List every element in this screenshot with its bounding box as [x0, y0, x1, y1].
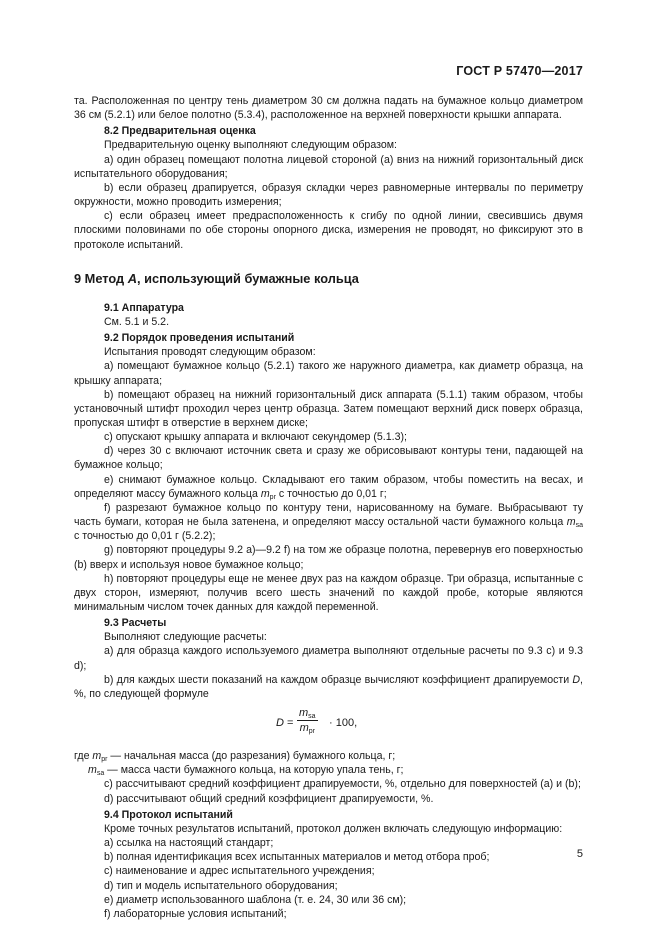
formula-where-line: [74, 763, 583, 777]
symbol-subscript: pr: [269, 493, 276, 501]
where-prefix: где: [74, 750, 93, 763]
section-9-2-title: 9.2 Порядок проведения испытаний: [104, 332, 295, 345]
section-8-2-intro: Предварительную оценку выполняют следующим образом:: [104, 139, 397, 152]
list-item-text: e) снимают бумажное кольцо. Складывают его таким образом, чтобы поместить на весах, и определяют массу бумажного кольца: [74, 473, 583, 500]
formula-equals: =: [283, 717, 294, 730]
list-item: [74, 501, 583, 543]
drape-coefficient-formula: [74, 703, 583, 747]
list-item: c) наименование и адрес испытательного учреждения;: [104, 865, 375, 878]
list-item: а) один образец помещают полотна лицевой стороной (а) вниз на нижний горизонтальный диск испытательного оборудования;: [74, 153, 583, 180]
symbol-subscript: sa: [575, 522, 583, 530]
standard-header: ГОСТ Р 57470—2017: [456, 64, 583, 78]
section-9-title-prefix: 9 Метод: [74, 270, 128, 286]
section-9-4-title: 9.4 Протокол испытаний: [104, 808, 233, 821]
symbol-m: m: [566, 516, 576, 529]
list-item: d) тип и модель испытательного оборудования;: [104, 879, 338, 892]
list-item: c) опускают крышку аппарата и включают секундомер (5.1.3);: [104, 431, 407, 444]
symbol-d: D: [572, 673, 581, 686]
symbol-m: m: [88, 764, 97, 777]
list-item: h) повторяют процедуры еще не менее двух раз на каждом образце. Три образца, испытанные с двух сторон, измеряют, получив всего шесть значений по каждой пробе, которые являются минимальным числом точек данных для каждой переменной.: [74, 572, 583, 613]
symbol-m: m: [92, 750, 102, 763]
list-item: f) лабораторные условия испытаний;: [104, 907, 287, 920]
list-item: b) если образец драпируется, образуя складки через равномерные интервалы по периметру окружности, можно проводить измерения;: [74, 181, 583, 209]
list-item: [74, 473, 583, 501]
section-9-1-title: 9.1 Аппаратура: [104, 301, 184, 314]
list-item: [74, 673, 583, 701]
section-9-1-text: См. 5.1 и 5.2.: [104, 315, 170, 328]
section-8-2-title: 8.2 Предварительная оценка: [104, 125, 256, 138]
list-item: а) помещают бумажное кольцо (5.2.1) такого же наружного диаметра, как диаметр образца, на крышку аппарата;: [74, 360, 583, 387]
section-9-title-rest: , использующий бумажные кольца: [136, 270, 359, 286]
symbol-subscript: sa: [96, 770, 105, 778]
list-item: e) диаметр использованного шаблона (т. е. 24, 30 или 36 см);: [104, 893, 407, 906]
list-item: g) повторяют процедуры 9.2 а)—9.2 f) на том же образце полотна, перевернув его поверхностью (b) вверх и используя новое бумажное кольцо;: [74, 544, 583, 571]
symbol-m: m: [299, 707, 309, 720]
symbol-m: m: [299, 722, 309, 735]
section-9-title-method-letter: А: [127, 270, 137, 286]
list-item: d) через 30 с включают источник света и сразу же обрисовывают контуры тени, падающей на бумажное кольцо;: [74, 445, 583, 472]
symbol-subscript: sa: [308, 713, 316, 721]
section-9-title: [74, 271, 583, 287]
section-9-2-intro: Испытания проводят следующим образом:: [104, 346, 316, 359]
section-9-4-intro: Кроме точных результатов испытаний, протокол должен включать следующую информацию:: [104, 822, 563, 835]
list-item-text: f) разрезают бумажное кольцо по контуру тени, нарисованному на бумаге. Выбрасывают ту часть бумаги, которая не была затенена, и определяют массу остальной части бумажного кольца: [74, 501, 583, 529]
formula-numerator: [297, 706, 318, 721]
symbol-subscript: pr: [308, 728, 315, 736]
symbol-subscript: pr: [101, 756, 108, 764]
page-number: 5: [576, 848, 583, 860]
list-item-text: с точностью до 0,01 г (5.2.2);: [74, 530, 216, 543]
list-item-text: с точностью до 0,01 г;: [275, 487, 387, 500]
list-item: b) помещают образец на нижний горизонтальный диск аппарата (5.1.1) таким образом, чтобы установочный штифт проходил через центр образца. Затем помещают верхний диск поверх образца, пропуская штифт в отверстие в верхнем диске;: [74, 388, 583, 429]
list-item: d) рассчитывают общий средний коэффициент драпируемости, %.: [104, 792, 434, 805]
paragraph-continuation: та. Расположенная по центру тень диаметром 30 см должна падать на бумажное кольцо диаметром 36 см (5.2.1) или белое полотно (5.3.4), расположенное на верхней поверхности крышки аппарата.: [74, 95, 583, 122]
section-9-3-intro: Выполняют следующие расчеты:: [104, 631, 267, 644]
section-9-3-title: 9.3 Расчеты: [104, 617, 167, 630]
formula-lhs: [276, 716, 293, 730]
formula-multiplier: · 100,: [329, 717, 358, 730]
formula-denominator: [297, 721, 318, 736]
formula-fraction: [297, 706, 318, 736]
list-item: а) для образца каждого используемого диаметра выполняют отдельные расчеты по 9.3 c) и 9.3 d);: [74, 645, 583, 672]
list-item: c) если образец имеет предрасположенность к сгибу по одной линии, свесившись двумя плоскими половинами по обе стороны опорного диска, измерения не проводят, но фиксируют это в протоколе испытаний.: [74, 210, 583, 251]
list-item: b) полная идентификация всех испытанных материалов и метод отбора проб;: [104, 851, 490, 864]
list-item-text: , %, по следующей формуле: [74, 673, 583, 700]
list-item: а) ссылка на настоящий стандарт;: [104, 837, 274, 850]
where-text: — масса части бумажного кольца, на которую упала тень, г;: [104, 764, 404, 777]
list-item: c) рассчитывают средний коэффициент драпируемости, %, отдельно для поверхностей (а) и (b);: [104, 778, 581, 791]
formula-symbol-d: D: [276, 717, 284, 730]
list-item-text: b) для каждых шести показаний на каждом образце вычисляют коэффициент драпируемости: [104, 673, 573, 686]
formula-where-line: [74, 749, 583, 763]
document-body: [74, 94, 583, 921]
symbol-m: m: [260, 487, 270, 500]
where-text: — начальная масса (до разрезания) бумажного кольца, г;: [107, 750, 396, 763]
